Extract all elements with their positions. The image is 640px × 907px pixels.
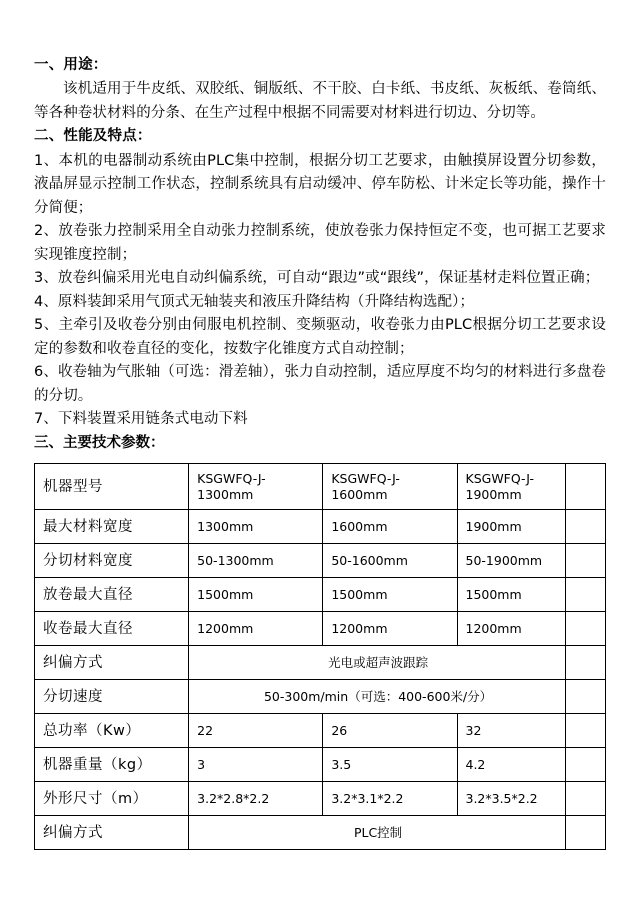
row-value-4	[565, 646, 605, 680]
table-row	[35, 578, 606, 612]
row-value-4	[565, 748, 605, 782]
row-value-3: 4.2	[457, 748, 565, 782]
table-row	[35, 464, 606, 510]
table-row	[35, 748, 606, 782]
table-row	[35, 714, 606, 748]
row-value-2: 1500mm	[323, 578, 457, 612]
table-row	[35, 646, 606, 680]
row-value-1: 22	[189, 714, 323, 748]
row-value-4	[565, 612, 605, 646]
table-row	[35, 612, 606, 646]
section-heading-features: 二、性能及特点：	[34, 128, 152, 145]
row-value-2: 3.5	[323, 748, 457, 782]
feature-item-4: 4、原料装卸采用气顶式无轴装夹和液压升降结构（升降结构选配）；	[34, 293, 475, 310]
row-value-1: KSGWFQ-J-1300mm	[189, 464, 323, 510]
row-value-3: KSGWFQ-J-1900mm	[457, 464, 565, 510]
table-row	[35, 510, 606, 544]
feature-item-7: 7、下料装置采用链条式电动下料	[34, 411, 248, 428]
row-label: 分切材料宽度	[35, 544, 189, 578]
row-value-3: 1200mm	[457, 612, 565, 646]
row-value-2: 3.2*3.1*2.2	[323, 782, 457, 816]
row-value-4	[565, 680, 605, 714]
row-value-4	[565, 816, 605, 850]
row-value-3: 50-1900mm	[457, 544, 565, 578]
feature-item-2: 2、放卷张力控制采用全自动张力控制系统，使放卷张力保持恒定不变，也可据工艺要求实现锥度控制；	[34, 223, 606, 263]
row-value-merged: 光电或超声波跟踪	[189, 646, 566, 680]
row-value-2: 1600mm	[323, 510, 457, 544]
row-value-1: 3.2*2.8*2.2	[189, 782, 323, 816]
feature-item-6: 6、收卷轴为气胀轴（可选：滑差轴），张力自动控制，适应厚度不均匀的材料进行多盘卷的分切。	[34, 364, 606, 404]
row-label: 收卷最大直径	[35, 612, 189, 646]
row-value-merged: 50-300m/min（可选：400-600米/分）	[189, 680, 566, 714]
row-label: 纠偏方式	[35, 646, 189, 680]
specifications-table	[34, 463, 606, 850]
row-value-3: 1900mm	[457, 510, 565, 544]
row-value-4	[565, 714, 605, 748]
row-value-1: 1300mm	[189, 510, 323, 544]
table-row	[35, 782, 606, 816]
row-value-4	[565, 510, 605, 544]
row-value-3: 3.2*3.5*2.2	[457, 782, 565, 816]
feature-item-1: 1、本机的电器制动系统由PLC集中控制，根据分切工艺要求，由触摸屏设置分切参数，液晶屏显示控制工作状态，控制系统具有启动缓冲、停车防松、计米定长等功能，操作十分简便；	[34, 152, 606, 216]
row-label: 机器型号	[35, 464, 189, 510]
row-value-1: 1500mm	[189, 578, 323, 612]
row-value-merged: PLC控制	[189, 816, 566, 850]
table-row	[35, 816, 606, 850]
row-value-4	[565, 578, 605, 612]
row-value-2: 1200mm	[323, 612, 457, 646]
row-value-3: 32	[457, 714, 565, 748]
row-value-4	[565, 544, 605, 578]
row-value-4	[565, 782, 605, 816]
table-row	[35, 680, 606, 714]
row-label: 分切速度	[35, 680, 189, 714]
row-value-2: KSGWFQ-J-1600mm	[323, 464, 457, 510]
row-label: 机器重量（kg）	[35, 748, 189, 782]
row-value-4	[565, 464, 605, 510]
row-value-1: 1200mm	[189, 612, 323, 646]
row-label: 最大材料宽度	[35, 510, 189, 544]
row-value-2: 50-1600mm	[323, 544, 457, 578]
row-value-3: 1500mm	[457, 578, 565, 612]
row-label: 放卷最大直径	[35, 578, 189, 612]
feature-item-3: 3、放卷纠偏采用光电自动纠偏系统，可自动“跟边”或“跟线”，保证基材走料位置正确；	[34, 270, 600, 287]
table-row	[35, 544, 606, 578]
row-label: 总功率（Kw）	[35, 714, 189, 748]
row-value-2: 26	[323, 714, 457, 748]
purpose-paragraph: 该机适用于牛皮纸、双胶纸、铜版纸、不干胶、白卡纸、书皮纸、灰板纸、卷筒纸、等各种卷状材料的分条、在生产过程中根据不同需要对材料进行切边、分切等。	[34, 81, 606, 121]
row-value-1: 3	[189, 748, 323, 782]
section-heading-specs: 三、主要技术参数：	[34, 434, 165, 451]
feature-item-5: 5、主牵引及收卷分别由伺服电机控制、变频驱动，收卷张力由PLC根据分切工艺要求设定的参数和收卷直径的变化，按数字化锥度方式自动控制；	[34, 317, 606, 357]
section-heading-purpose: 一、用途：	[34, 57, 108, 73]
row-label: 纠偏方式	[35, 816, 189, 850]
row-label: 外形尺寸（m）	[35, 782, 189, 816]
row-value-1: 50-1300mm	[189, 544, 323, 578]
